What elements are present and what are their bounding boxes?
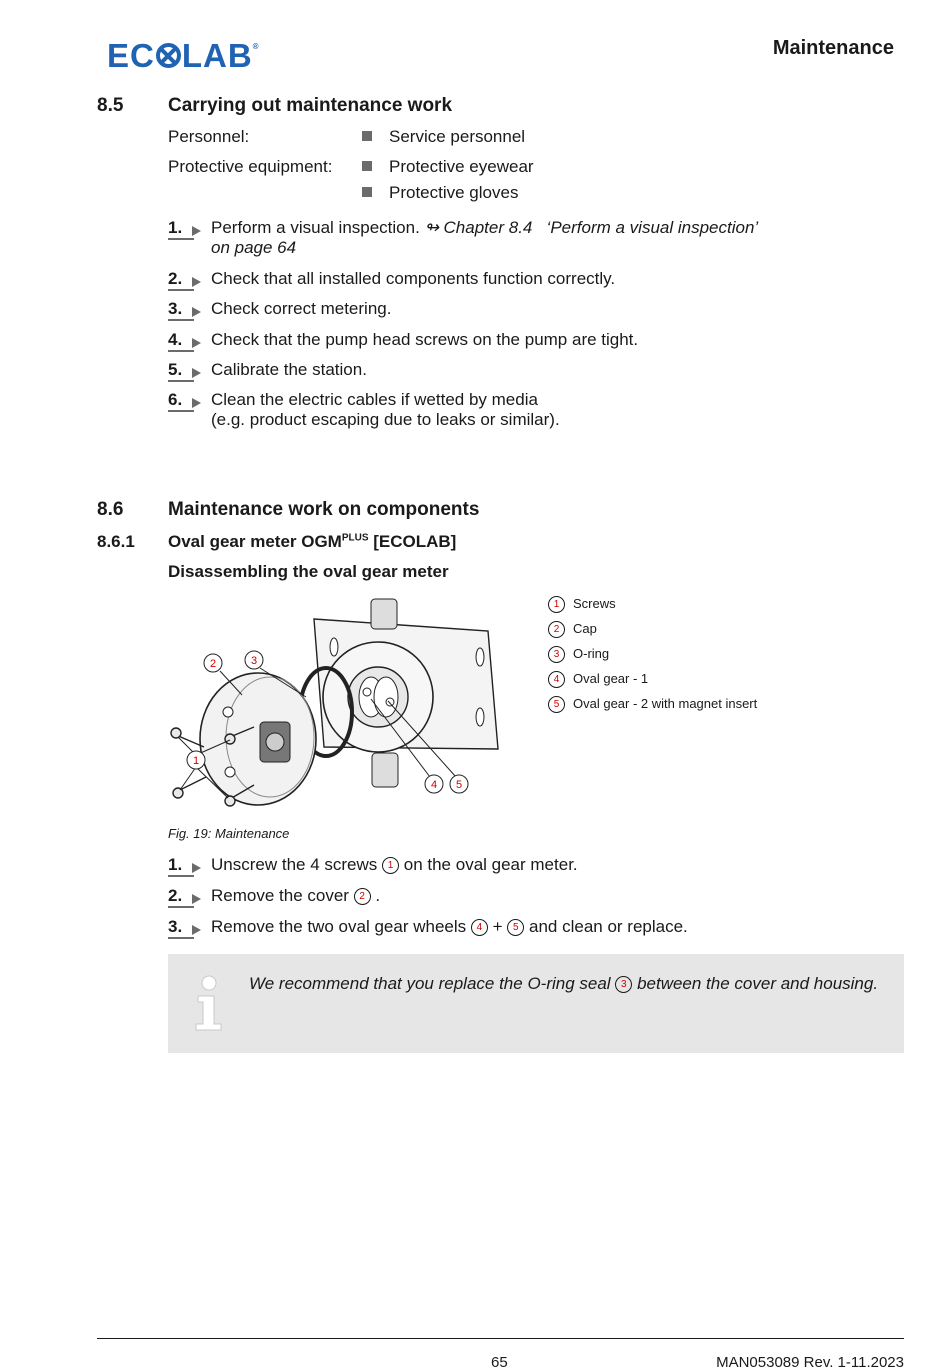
info-text: We recommend that you replace the O-ring seal 3 between the cover and housing.: [249, 974, 879, 993]
page-number: 65: [491, 1354, 508, 1371]
logo-o-icon: [156, 43, 181, 68]
step-text: Check that all installed components function correctly.: [211, 269, 616, 288]
procedure-heading: Disassembling the oval gear meter: [168, 562, 449, 581]
section-number: 8.6: [97, 499, 124, 520]
step-text: Perform a visual inspection. ↬ Chapter 8.4 ‘Perform a visual inspection’ on page 64: [211, 218, 759, 257]
info-icon: [192, 974, 226, 1032]
legend-item: 2 Cap: [548, 621, 597, 638]
personnel-label: Personnel:: [168, 127, 250, 146]
svg-text:1: 1: [192, 755, 200, 767]
step-text: Clean the electric cables if wetted by media (e.g. product escaping due to leaks or similar).: [211, 390, 560, 429]
bracket-slot: [476, 708, 484, 726]
footer-divider: [97, 1338, 904, 1339]
equipment-label: Protective equipment:: [168, 157, 333, 176]
bracket-slot: [330, 638, 338, 656]
figure-caption: Fig. 19: Maintenance: [168, 826, 290, 841]
step-arrow-icon: [192, 338, 201, 348]
step-number: 5.: [168, 360, 202, 382]
svg-text:2: 2: [209, 658, 217, 670]
callout-number: 2: [354, 888, 371, 905]
step-arrow-icon: [192, 398, 201, 408]
cross-reference-link[interactable]: ↬ Chapter 8.4 ‘Perform a visual inspection’ on page 64: [211, 218, 759, 257]
subsection-number: 8.6.1: [97, 532, 135, 551]
bracket-slot: [476, 648, 484, 666]
oval-gear-meter-figure: [168, 597, 503, 809]
step-arrow-icon: [192, 863, 201, 873]
callout-number: 1: [382, 857, 399, 874]
step-number: 3.: [168, 917, 202, 939]
step-arrow-icon: [192, 307, 201, 317]
legend-item: 4 Oval gear - 1: [548, 671, 648, 688]
step-arrow-icon: [192, 368, 201, 378]
step-number: 1.: [168, 855, 202, 877]
oval-gear-2: [374, 677, 398, 717]
step-text: Calibrate the station.: [211, 360, 367, 379]
step-arrow-icon: [192, 925, 201, 935]
section-title: Maintenance work on components: [168, 499, 480, 520]
legend-item: 1 Screws: [548, 596, 616, 613]
legend-item: 5 Oval gear - 2 with magnet insert: [548, 696, 757, 713]
step-number: 3.: [168, 299, 202, 321]
svg-text:3: 3: [250, 655, 258, 667]
step-arrow-icon: [192, 277, 201, 287]
bullet-icon: [362, 161, 372, 171]
ecolab-logo: EC LAB®: [107, 37, 260, 74]
step-arrow-icon: [192, 894, 201, 904]
callout-number: 3: [615, 976, 632, 993]
document-id: MAN053089 Rev. 1-11.2023: [716, 1354, 904, 1371]
fitting-bottom: [372, 753, 398, 787]
step-text: Unscrew the 4 screws 1 on the oval gear meter.: [211, 855, 578, 874]
subsection-title: Oval gear meter $OGM^{PLUS}$ [ECOLAB]: [168, 532, 457, 551]
equipment-item: Protective gloves: [389, 183, 519, 202]
equipment-item: Protective eyewear: [389, 157, 534, 176]
step-number: 2.: [168, 886, 202, 908]
legend-item: 3 O-ring: [548, 646, 609, 663]
info-box: [168, 954, 904, 1053]
step-number: 1.: [168, 218, 202, 240]
step-number: 2.: [168, 269, 202, 291]
step-number: 6.: [168, 390, 202, 412]
section-number: 8.5: [97, 95, 124, 116]
section-title: Carrying out maintenance work: [168, 95, 453, 116]
personnel-item: Service personnel: [389, 127, 526, 146]
step-number: 4.: [168, 330, 202, 352]
step-text: Remove the two oval gear wheels 4 + 5 and clean or replace.: [211, 917, 688, 936]
step-text: Check correct metering.: [211, 299, 392, 318]
step-text: Check that the pump head screws on the pump are tight.: [211, 330, 639, 349]
header-section-title: Maintenance: [772, 37, 894, 59]
svg-text:4: 4: [430, 779, 438, 791]
bullet-icon: [362, 131, 372, 141]
fitting-top: [371, 599, 397, 629]
callout-number: 4: [471, 919, 488, 936]
svg-text:5: 5: [455, 779, 463, 791]
step-text: Remove the cover 2 .: [211, 886, 381, 905]
step-arrow-icon: [192, 226, 201, 236]
callout-number: 5: [507, 919, 524, 936]
bullet-icon: [362, 187, 372, 197]
